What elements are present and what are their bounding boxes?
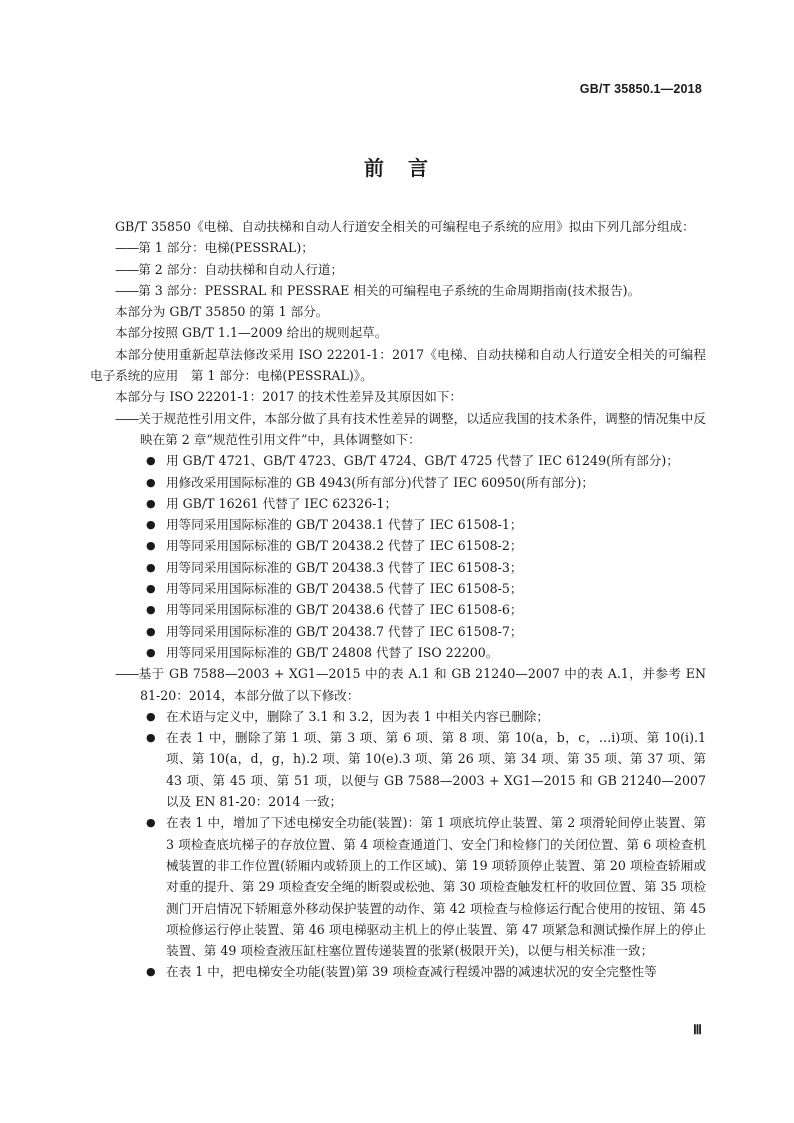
dash-item	[90, 280, 706, 301]
dash-icon: ——	[115, 666, 139, 682]
bullet-item	[90, 812, 706, 961]
dash-item-text: 第 2 部分：自动扶梯和自动人行道；	[138, 261, 344, 277]
bullet-icon: ●	[146, 582, 156, 596]
bullet-icon: ●	[146, 475, 156, 489]
bullet-item	[90, 727, 706, 812]
document-body	[90, 216, 706, 983]
bullet-item	[90, 961, 706, 982]
bullet-icon: ●	[146, 624, 156, 638]
bullet-item-text: 在表 1 中，把电梯安全功能(装置)第 39 项检查减行程缓冲器的减速状况的安全完整性等	[166, 964, 657, 980]
standard-number-header: GB/T 35850.1—2018	[579, 82, 702, 96]
bullet-item	[90, 621, 706, 642]
bullet-item-text: 在表 1 中，删除了第 1 项、第 3 项、第 6 项、第 8 项、第 10(a，b，c，…i)项、第 10(i).1 项、第 10(a，d，g，h).2 项、第 10(e).3 项、第 26 项、第 34 项、第 35 项、第 37 项、第 43 项、第 45 项、第 51 项，以便与 GB 7588—2003 + XG1—2015 和 GB 21240—2007 以及 EN 81-20：2014 一致；	[166, 730, 706, 810]
paragraph: 本部分为 GB/T 35850 的第 1 部分。	[115, 304, 329, 320]
bullet-item-text: 用等同采用国际标准的 GB/T 20438.3 代替了 IEC 61508-3；	[166, 559, 523, 575]
dash-icon: ——	[115, 261, 139, 277]
bullet-item	[90, 557, 706, 578]
bullet-icon: ●	[146, 645, 156, 659]
bullet-icon: ●	[146, 731, 156, 745]
bullet-item-text: 用修改采用国际标准的 GB 4943(所有部分)代替了 IEC 60950(所有部分)；	[166, 474, 594, 490]
dash-item	[90, 408, 706, 451]
dash-item-text: 第 3 部分：PESSRAL 和 PESSRAE 相关的可编程电子系统的生命周期指南(技术报告)。	[138, 282, 641, 298]
bullet-item-text: 用 GB/T 16261 代替了 IEC 62326-1；	[166, 495, 398, 511]
paragraph: GB/T 35850《电梯、自动扶梯和自动人行道安全相关的可编程电子系统的应用》拟由下列几部分组成：	[115, 219, 695, 234]
dash-icon: ——	[115, 410, 139, 426]
dash-item	[90, 663, 706, 706]
bullet-item-text: 用 GB/T 4721、GB/T 4723、GB/T 4724、GB/T 4725 代替了 IEC 61249(所有部分)；	[166, 453, 679, 469]
bullet-item	[90, 450, 706, 471]
bullet-icon: ●	[146, 560, 156, 574]
dash-item	[90, 237, 706, 258]
bullet-icon: ●	[146, 709, 156, 723]
dash-item-text: 关于规范性引用文件，本部分做了具有技术性差异的调整，以适应我国的技术条件，调整的情况集中反映在第 2 章“规范性引用文件”中，具体调整如下：	[138, 410, 706, 447]
bullet-item	[90, 642, 706, 663]
dash-icon: ——	[115, 240, 139, 256]
bullet-item-text: 用等同采用国际标准的 GB/T 20438.5 代替了 IEC 61508-5；	[166, 581, 523, 597]
dash-item-text: 第 1 部分：电梯(PESSRAL)；	[138, 240, 314, 256]
bullet-item-text: 用等同采用国际标准的 GB/T 20438.2 代替了 IEC 61508-2；	[166, 538, 523, 554]
bullet-item	[90, 578, 706, 599]
bullet-item	[90, 472, 706, 493]
bullet-item-text: 用等同采用国际标准的 GB/T 20438.6 代替了 IEC 61508-6；	[166, 602, 523, 618]
bullet-icon: ●	[146, 496, 156, 510]
dash-item-text: 基于 GB 7588—2003 + XG1—2015 中的表 A.1 和 GB 21240—2007 中的表 A.1，并参考 EN 81-20：2014，本部分做了以下修改：	[138, 666, 706, 703]
bullet-item	[90, 599, 706, 620]
bullet-item	[90, 535, 706, 556]
page-number: Ⅲ	[693, 1022, 702, 1037]
bullet-item-text: 用等同采用国际标准的 GB/T 20438.7 代替了 IEC 61508-7；	[166, 623, 523, 639]
bullet-item-text: 用等同采用国际标准的 GB/T 20438.1 代替了 IEC 61508-1；	[166, 517, 523, 533]
bullet-item	[90, 706, 706, 727]
bullet-icon: ●	[146, 518, 156, 532]
bullet-icon: ●	[146, 816, 156, 830]
bullet-item	[90, 514, 706, 535]
bullet-item	[90, 493, 706, 514]
paragraph: 本部分与 ISO 22201-1：2017 的技术性差异及其原因如下：	[115, 389, 463, 405]
bullet-item-text: 在术语与定义中，删除了 3.1 和 3.2，因为表 1 中相关内容已删除；	[166, 708, 549, 724]
page-title: 前 言	[364, 156, 430, 180]
bullet-icon: ●	[146, 965, 156, 979]
dash-item	[90, 259, 706, 280]
paragraph: 本部分按照 GB/T 1.1—2009 给出的规则起草。	[115, 325, 388, 341]
bullet-icon: ●	[146, 603, 156, 617]
bullet-item-text: 用等同采用国际标准的 GB/T 24808 代替了 ISO 22200。	[166, 644, 499, 660]
bullet-icon: ●	[146, 454, 156, 468]
paragraph: 本部分使用重新起草法修改采用 ISO 22201-1：2017《电梯、自动扶梯和自动人行道安全相关的可编程电子系统的应用 第 1 部分：电梯(PESSRAL)》。	[90, 346, 706, 384]
dash-icon: ——	[115, 282, 139, 298]
bullet-icon: ●	[146, 539, 156, 553]
bullet-item-text: 在表 1 中，增加了下述电梯安全功能(装置)：第 1 项底坑停止装置、第 2 项滑轮间停止装置、第 3 项检查底坑梯子的存放位置、第 4 项检查通道门、安全门和检修门的关闭位置、第 6 项检查机械装置的非工作位置(轿厢内或轿顶上的工作区域)、第 19 项轿顶停止装置、第 20 项检查轿厢或对重的提升、第 29 项检查安全绳的断裂或松弛、第 30 项检查触发杠杆的收回位置、第 35 项检测门开启情况下轿厢意外移动保护装置的动作、第 42 项检查与检修运行配合使用的按钮、第 45 项检修运行停止装置、第 46 项电梯驱动主机上的停止装置、第 47 项紧急和测试操作屏上的停止装置、第 49 项检查液压缸柱塞位置传递装置的张紧(极限开关)，以便与相关标准一致；	[166, 815, 706, 959]
